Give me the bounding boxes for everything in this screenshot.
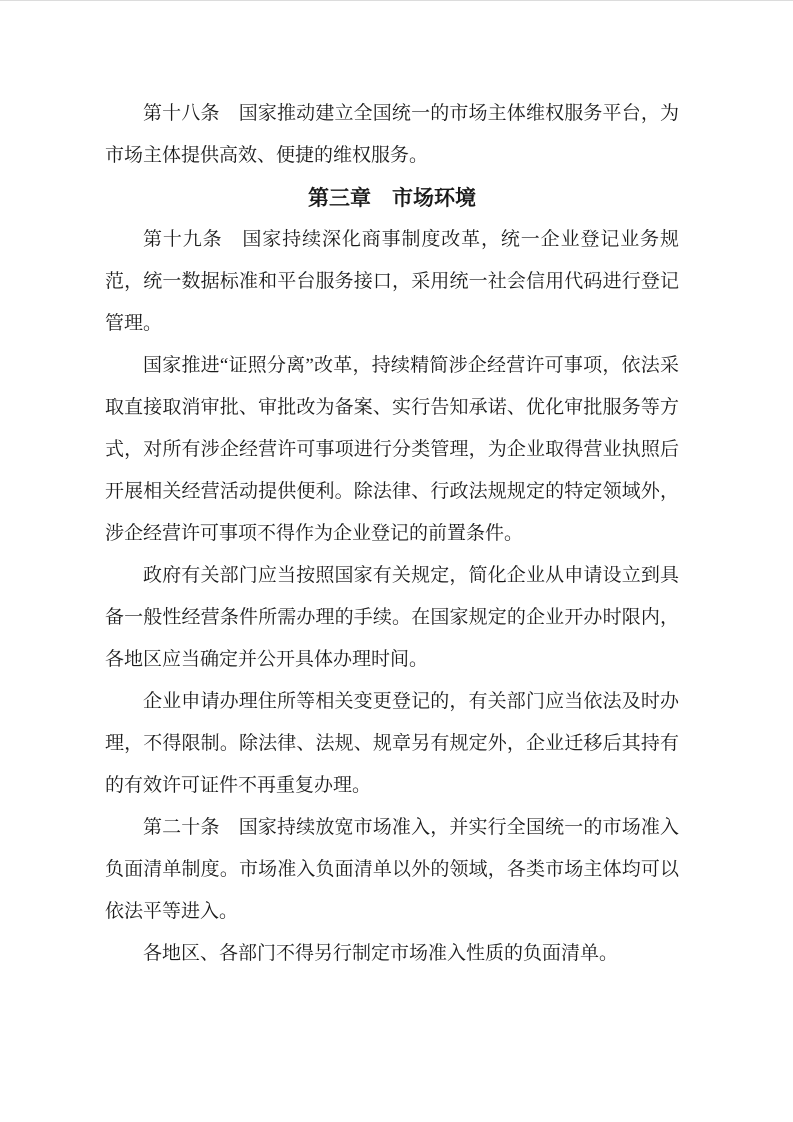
paragraph-article-20-p1: 第二十条 国家持续放宽市场准入，并实行全国统一的市场准入负面清单制度。市场准入负面清单以外的领域，各类市场主体均可以依法平等进入。 xyxy=(105,817,679,922)
paragraph-article-19-p3: 政府有关部门应当按照国家有关规定，简化企业从申请设立到具备一般性经营条件所需办理的手续。在国家规定的企业开办时限内，各地区应当确定并公开具体办理时间。 xyxy=(105,565,679,670)
paragraph-article-19-p1: 第十九条 国家持续深化商事制度改革，统一企业登记业务规范，统一数据标准和平台服务接口，采用统一社会信用代码进行登记管理。 xyxy=(105,229,679,334)
paragraph-article-18: 第十八条 国家推动建立全国统一的市场主体维权服务平台，为市场主体提供高效、便捷的维权服务。 xyxy=(105,103,679,166)
paragraph-article-19-p4: 企业申请办理住所等相关变更登记的，有关部门应当依法及时办理，不得限制。除法律、法规、规章另有规定外，企业迁移后其持有的有效许可证件不再重复办理。 xyxy=(105,691,679,796)
chapter-heading: 第三章 市场环境 xyxy=(308,186,476,210)
paragraph-article-20-p2: 各地区、各部门不得另行制定市场准入性质的负面清单。 xyxy=(143,943,619,964)
document-body xyxy=(105,93,679,975)
paragraph-article-19-p2: 国家推进“证照分离”改革，持续精简涉企经营许可事项，依法采取直接取消审批、审批改为备案、实行告知承诺、优化审批服务等方式，对所有涉企经营许可事项进行分类管理，为企业取得营业执照后开展相关经营活动提供便利。除法律、行政法规规定的特定领域外，涉企经营许可事项不得作为企业登记的前置条件。 xyxy=(105,355,679,544)
